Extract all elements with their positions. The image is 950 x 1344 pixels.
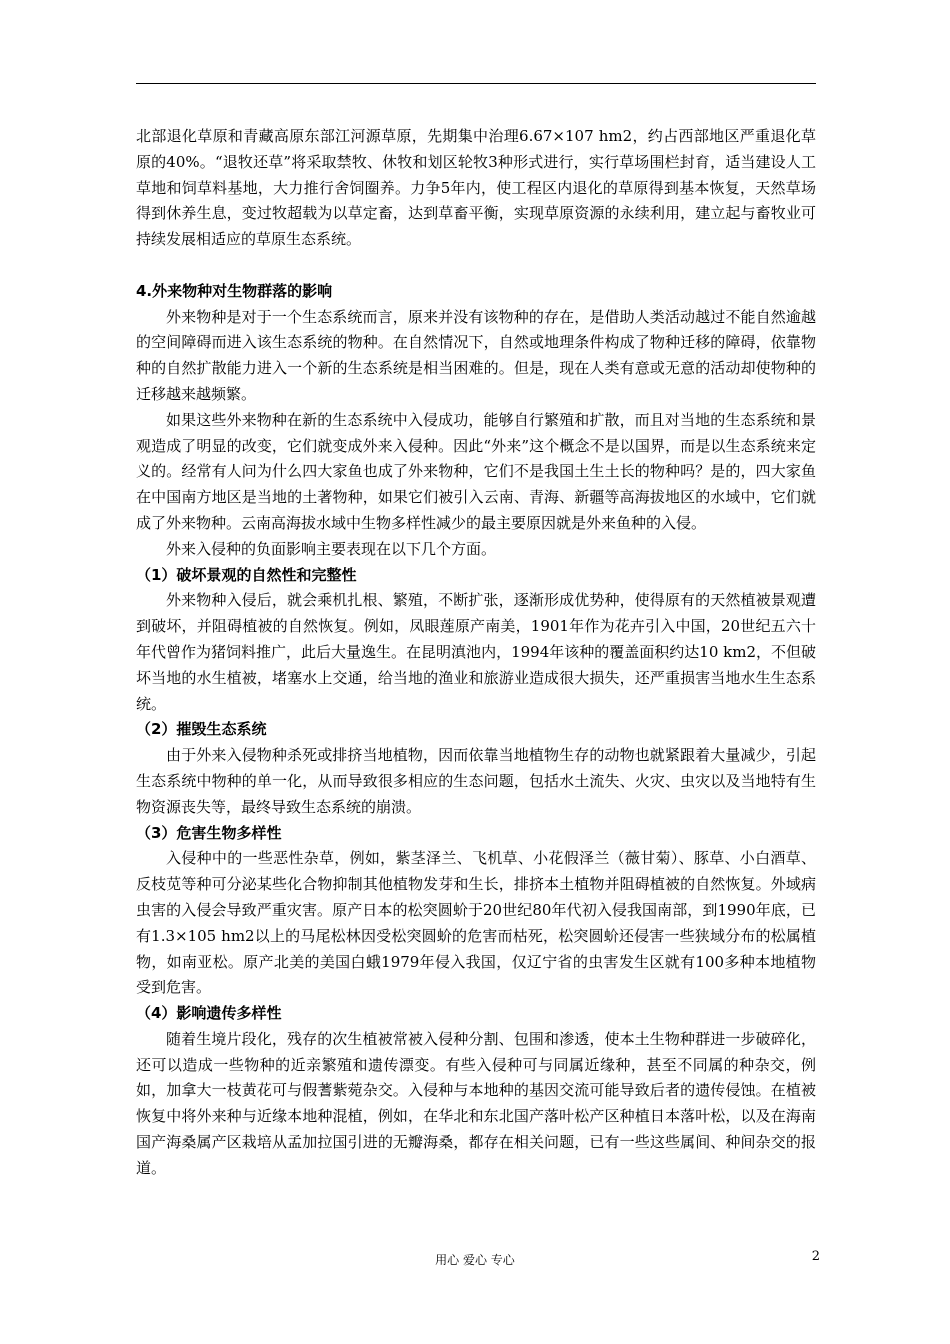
subheading-4-paragraph: 随着生境片段化，残存的次生植被常被入侵种分割、包围和渗透，使本土生物种群进一步破碎化，还可以造成一些物种的近亲繁殖和遗传漂变。有些入侵种可与同属近缘种，甚至不同属的种杂交，例如，加拿大一枝黄花可与假蓍紫菀杂交。入侵种与本地种的基因交流可能导致后者的遗传侵蚀。在植被恢复中将外来种与近缘本地种混植，例如，在华北和东北国产落叶松产区种植日本落叶松，以及在海南国产海桑属产区栽培从孟加拉国引进的无瓣海桑，都存在相关问题，已有一些这些属间、种间杂交的报道。 [136,1029,816,1177]
subheading-3: （3）危害生物多样性 [136,823,282,842]
intro-paragraph: 北部退化草原和青藏高原东部江河源草原，先期集中治理6.67×107 hm2，约占西部地区严重退化草原的40%。“退牧还草”将采取禁牧、休牧和划区轮牧3种形式进行，实行草场围栏封育，适当建设人工草地和饲草料基地，大力推行舍饲圈养。力争5年内，使工程区内退化的草原得到基本恢复，天然草场得到休养生息，变过牧超载为以草定畜，达到草畜平衡，实现草原资源的永续利用，建立起与畜牧业可持续发展相适应的草原生态系统。 [136,127,816,249]
header-rule [136,83,816,84]
subheading-1-paragraph: 外来物种入侵后，就会乘机扎根、繁殖，不断扩张，逐渐形成优势种，使得原有的天然植被景观遭到破坏，并阻碍植被的自然恢复。例如，凤眼莲原产南美，1901年作为花卉引入中国，20世纪五六十年代曾作为猪饲料推广，此后大量逸生。在昆明滇池内，1994年该种的覆盖面积约达10 km2，不但破坏当地的水生植被，堵塞水上交通，给当地的渔业和旅游业造成很大损失，还严重损害当地水生生态系统。 [136,591,816,713]
section-4-paragraph-3: 外来入侵种的负面影响主要表现在以下几个方面。 [166,539,497,558]
page-number: 2 [811,1249,820,1264]
subheading-1: （1）破坏景观的自然性和完整性 [136,565,357,584]
section-4-title: 4.外来物种对生物群落的影响 [136,281,333,300]
subheading-3-paragraph: 入侵种中的一些恶性杂草，例如，紫茎泽兰、飞机草、小花假泽兰（薇甘菊）、豚草、小白酒草、反枝苋等种可分泌某些化合物抑制其他植物发芽和生长，排挤本土植物并阻碍植被的自然恢复。外域病虫害的入侵会导致严重灾害。原产日本的松突圆蚧于20世纪80年代初入侵我国南部，到1990年底，已有1.3×105 hm2以上的马尾松林因受松突圆蚧的危害而枯死，松突圆蚧还侵害一些狭域分布的松属植物，如南亚松。原产北美的美国白蛾1979年侵入我国，仅辽宁省的虫害发生区就有100多种本地植物受到危害。 [136,849,816,997]
section-gap [136,253,816,279]
section-4-paragraph-1: 外来物种是对于一个生态系统而言，原来并没有该物种的存在，是借助人类活动越过不能自然逾越的空间障碍而进入该生态系统的物种。在自然情况下，自然或地理条件构成了物种迁移的障碍，依靠物种的自然扩散能力进入一个新的生态系统是相当困难的。但是，现在人类有意或无意的活动却使物种的迁移越来越频繁。 [136,307,816,403]
subheading-2-paragraph: 由于外来入侵物种杀死或排挤当地植物，因而依靠当地植物生存的动物也就紧跟着大量减少，引起生态系统中物种的单一化，从而导致很多相应的生态问题，包括水土流失、火灾、虫灾以及当地特有生物资源丧失等，最终导致生态系统的崩溃。 [136,746,816,816]
subheading-2: （2）摧毁生态系统 [136,720,267,739]
subheading-4: （4）影响遗传多样性 [136,1004,282,1023]
footer-motto: 用心 爱心 专心 [435,1253,515,1267]
section-4-paragraph-2: 如果这些外来物种在新的生态系统中入侵成功，能够自行繁殖和扩散，而且对当地的生态系统和景观造成了明显的改变，它们就变成外来入侵种。因此“外来”这个概念不是以国界，而是以生态系统来定义的。经常有人问为什么四大家鱼也成了外来物种，它们不是我国土生土长的物种吗？是的，四大家鱼在中国南方地区是当地的土著物种，如果它们被引入云南、青海、新疆等高海拔地区的水域中，它们就成了外来物种。云南高海拔水域中生物多样性减少的最主要原因就是外来鱼种的入侵。 [136,410,816,532]
document-body [136,124,816,1182]
